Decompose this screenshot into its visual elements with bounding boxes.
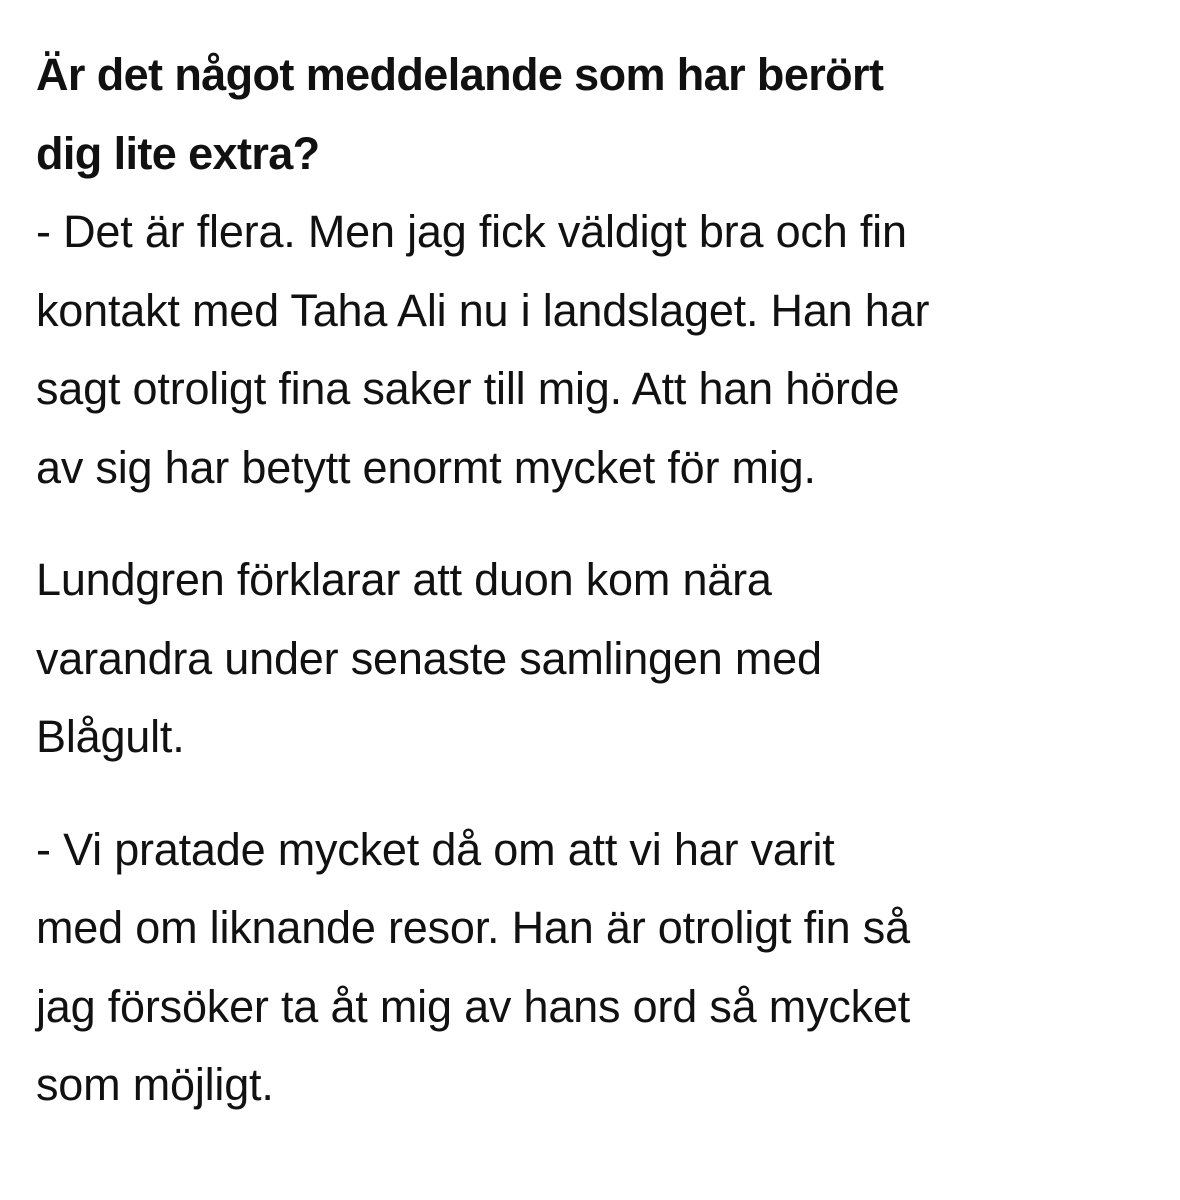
answer-line: som möjligt.: [36, 1059, 274, 1110]
answer-line: - Det är flera. Men jag fick väldigt bra och fin: [36, 206, 907, 257]
article-body: [36, 36, 1146, 1125]
answer-line: sagt otroligt fina saker till mig. Att han hörde: [36, 363, 900, 414]
paragraph-spacer: [36, 507, 1146, 541]
question-line: dig lite extra?: [36, 127, 320, 179]
answer-line: av sig har betytt enormt mycket för mig.: [36, 441, 816, 493]
interview-question: [36, 36, 1146, 193]
interview-answer: [36, 193, 1146, 507]
question-line: Är det något meddelande som har berört: [36, 49, 884, 100]
body-paragraph: [36, 541, 1146, 777]
interview-answer: [36, 811, 1146, 1125]
paragraph-spacer: [36, 777, 1146, 811]
answer-line: kontakt med Taha Ali nu i landslaget. Han har: [36, 284, 930, 336]
answer-line: jag försöker ta åt mig av hans ord så mycket: [36, 980, 911, 1032]
answer-line: - Vi pratade mycket då om att vi har varit: [36, 823, 835, 875]
paragraph-line: varandra under senaste samlingen med: [36, 632, 822, 684]
paragraph-line: Blågult.: [36, 711, 185, 762]
answer-line: med om liknande resor. Han är otroligt fin så: [36, 902, 910, 953]
paragraph-line: Lundgren förklarar att duon kom nära: [36, 554, 772, 605]
